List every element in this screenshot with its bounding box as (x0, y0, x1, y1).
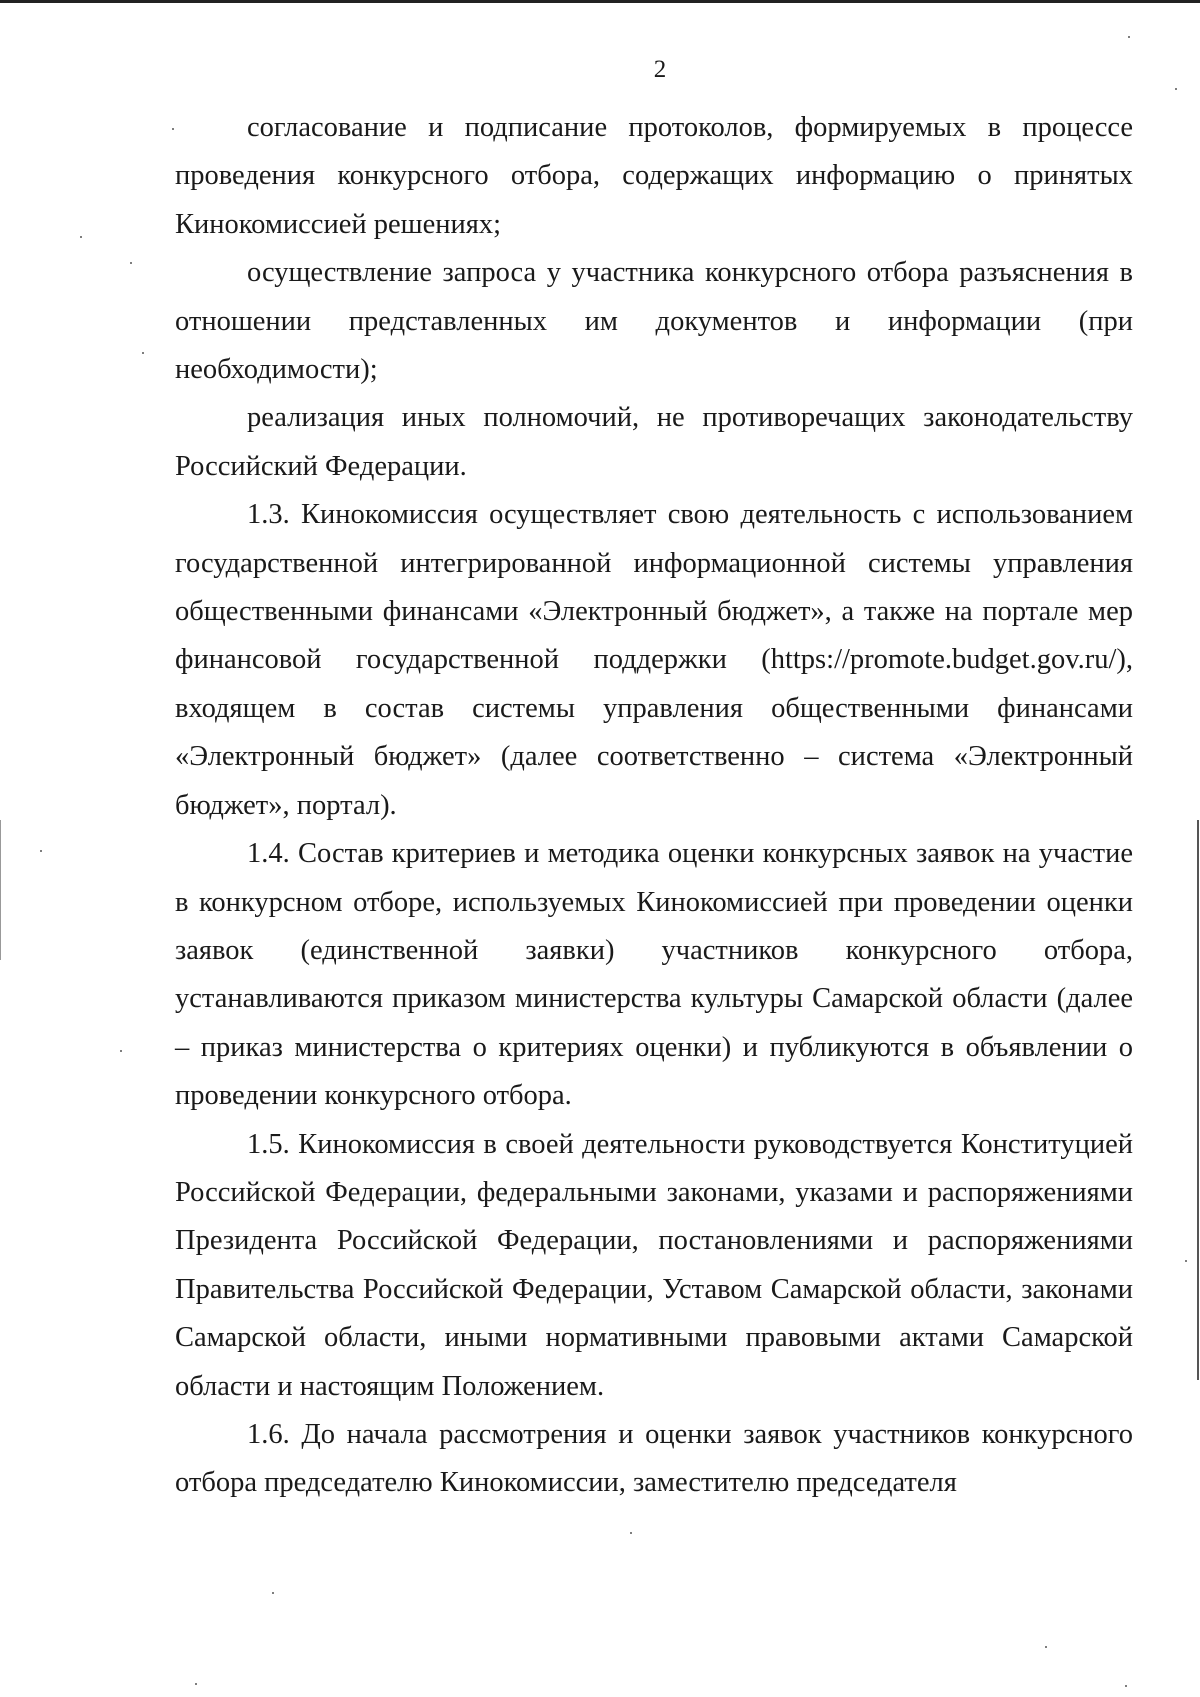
scan-speck (630, 1532, 632, 1534)
scan-speck (1128, 36, 1130, 38)
paragraph-1-5: 1.5. Кинокомиссия в своей деятельности руководствуется Конституцией Российской Федерации, федеральными законами, указами и распоряжениями Президента Российской Федерации, постановлениями и распоряжениями Правительства Российской Федерации, Уставом Самарской области, законами Самарской области, иными нормативными правовыми актами Самарской области и настоящим Положением. (175, 1128, 1133, 1402)
paragraph-clarification-request: осуществление запроса у участника конкурсного отбора разъяснения в отношении представленных им документов и информации (при необходимости); (175, 257, 1133, 386)
scan-speck (172, 128, 174, 130)
scan-border-top (0, 0, 1200, 3)
scan-speck (130, 262, 132, 264)
scan-speck (80, 236, 82, 238)
scan-speck (142, 352, 144, 354)
scan-speck (1125, 1685, 1127, 1687)
paragraph-1-4: 1.4. Состав критериев и методика оценки конкурсных заявок на участие в конкурсном отборе, используемых Кинокомиссией при проведении оценки заявок (единственной заявки) участников конкурсного отбора, устанавливаются приказом министерства культуры Самарской области (далее – приказ министерства о критериях оценки) и публикуются в объявлении о проведении конкурсного отбора. (175, 838, 1133, 1112)
paragraph-protocols: согласование и подписание протоколов, формируемых в процессе проведения конкурсного отбора, содержащих информацию о принятых Кинокомиссией решениях; (175, 112, 1133, 240)
scan-speck (1185, 1260, 1187, 1262)
scan-speck (120, 1050, 122, 1052)
document-body (175, 104, 1133, 1508)
scan-border-right (1197, 820, 1199, 1380)
paragraph-other-powers: реализация иных полномочий, не противоречащих законодательству Российский Федерации. (175, 402, 1133, 482)
scan-speck (1045, 1646, 1047, 1648)
scan-speck (1175, 88, 1177, 90)
scan-speck (195, 1683, 197, 1685)
paragraph-1-6: 1.6. До начала рассмотрения и оценки заявок участников конкурсного отбора председателю Кинокомиссии, заместителю председателя (175, 1418, 1133, 1499)
scan-border-left (0, 820, 1, 960)
scan-speck (272, 1592, 274, 1594)
paragraph-1-3: 1.3. Кинокомиссия осуществляет свою деятельность с использованием государственной интегрированной информационной системы управления общественными финансами «Электронный бюджет», а также на портале мер финансовой государственной поддержки (https://promote.budget.gov.ru/), входящем в состав системы управления общественными финансами «Электронный бюджет» (далее соответственно – система «Электронный бюджет», портал). (175, 499, 1133, 821)
scan-speck (40, 850, 42, 852)
page-number: 2 (653, 56, 667, 83)
